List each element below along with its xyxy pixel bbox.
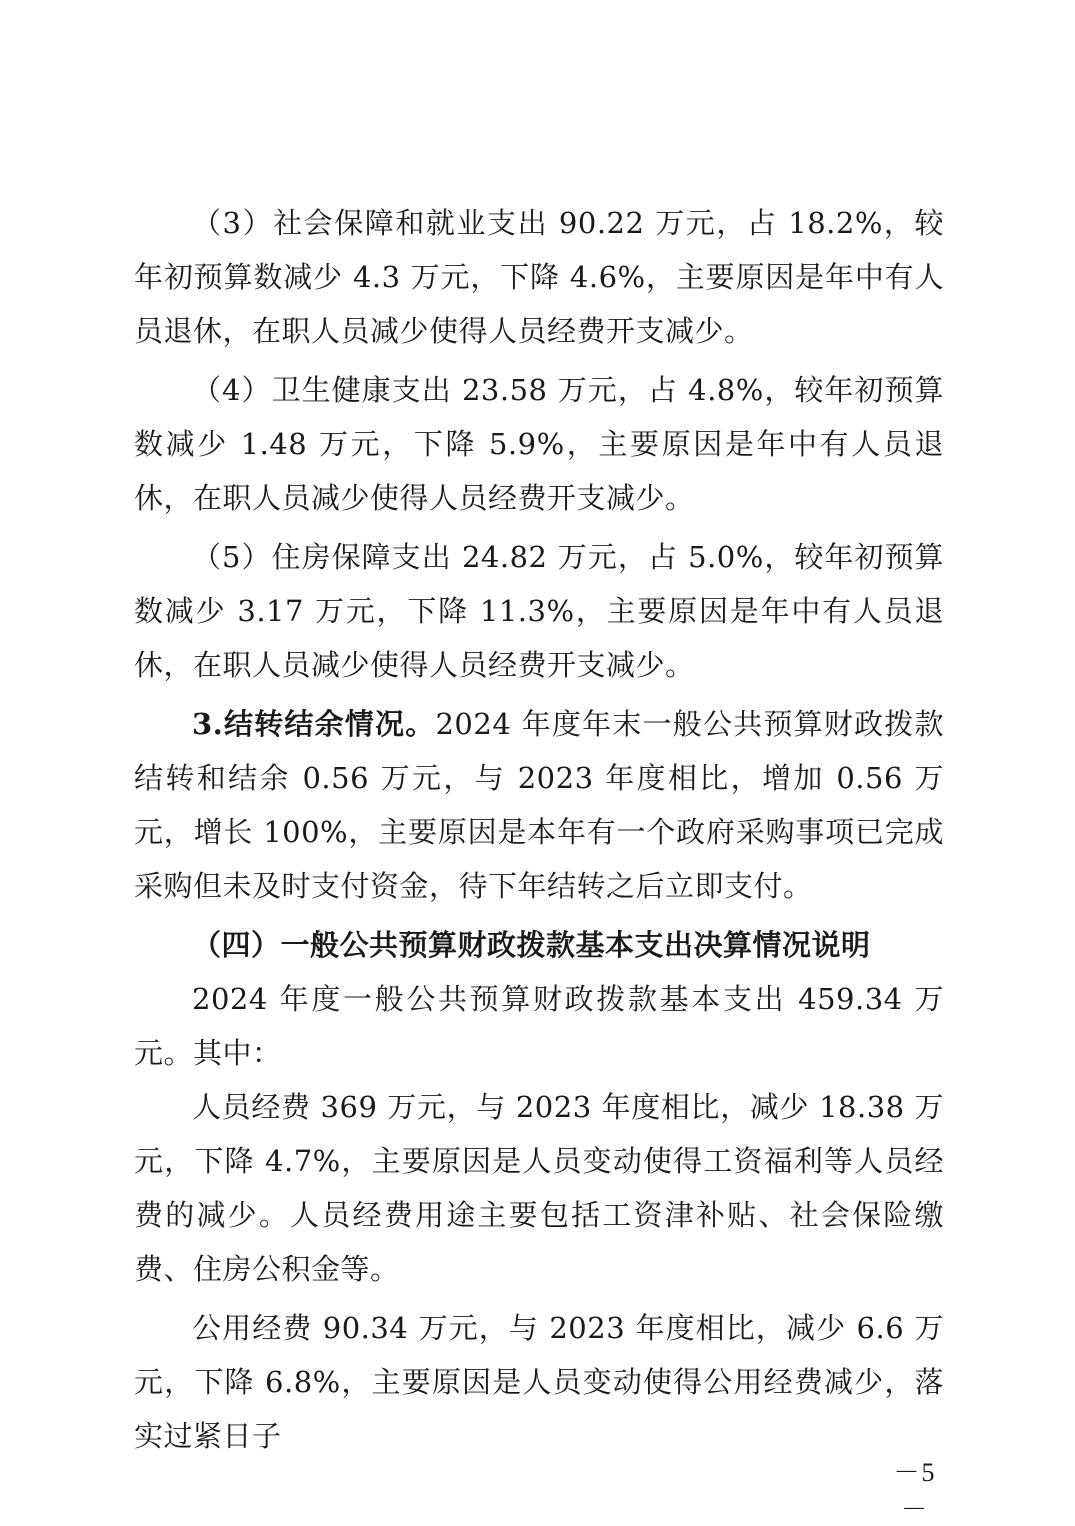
paragraph-public-expenses: 公用经费 90.34 万元，与 2023 年度相比，减少 6.6 万元，下降 6.8%，主要原因是人员变动使得公用经费减少，落实过紧日子 — [134, 1311, 944, 1453]
section-heading: （四）一般公共预算财政拨款基本支出决算情况说明 — [192, 928, 871, 962]
paragraph-basic-expenditure: 2024 年度一般公共预算财政拨款基本支出 459.34 万元。其中： — [134, 982, 944, 1070]
carryover-body: 2024 年度年末一般公共预算财政拨款结转和结余 0.56 万元，与 2023 年度相比，增加 0.56 万元，增长 100%，主要原因是本年有一个政府采购事项已完成采购但未及时支付资金，待下年结转之后立即支付。 — [134, 707, 944, 903]
document-body — [134, 196, 944, 1468]
paragraph-health: （4）卫生健康支出 23.58 万元，占 4.8%，较年初预算数减少 1.48 万元，下降 5.9%，主要原因是年中有人员退休，在职人员减少使得人员经费开支减少。 — [134, 373, 944, 515]
paragraph-carryover — [134, 697, 944, 913]
carryover-lead: 3.结转结余情况。 — [192, 707, 436, 741]
paragraph-personnel-expenses: 人员经费 369 万元，与 2023 年度相比，减少 18.38 万元，下降 4.7%，主要原因是人员变动使得工资福利等人员经费的减少。人员经费用途主要包括工资津补贴、社会保险缴费、住房公积金等。 — [134, 1090, 944, 1286]
paragraph-housing: （5）住房保障支出 24.82 万元，占 5.0%，较年初预算数减少 3.17 万元，下降 11.3%，主要原因是年中有人员退休，在职人员减少使得人员经费开支减少。 — [134, 540, 944, 682]
page-number: －5－ — [893, 1458, 937, 1524]
paragraph-social-security: （3）社会保障和就业支出 90.22 万元，占 18.2%，较年初预算数减少 4.3 万元，下降 4.6%，主要原因是年中有人员退休，在职人员减少使得人员经费开支减少。 — [134, 206, 944, 348]
